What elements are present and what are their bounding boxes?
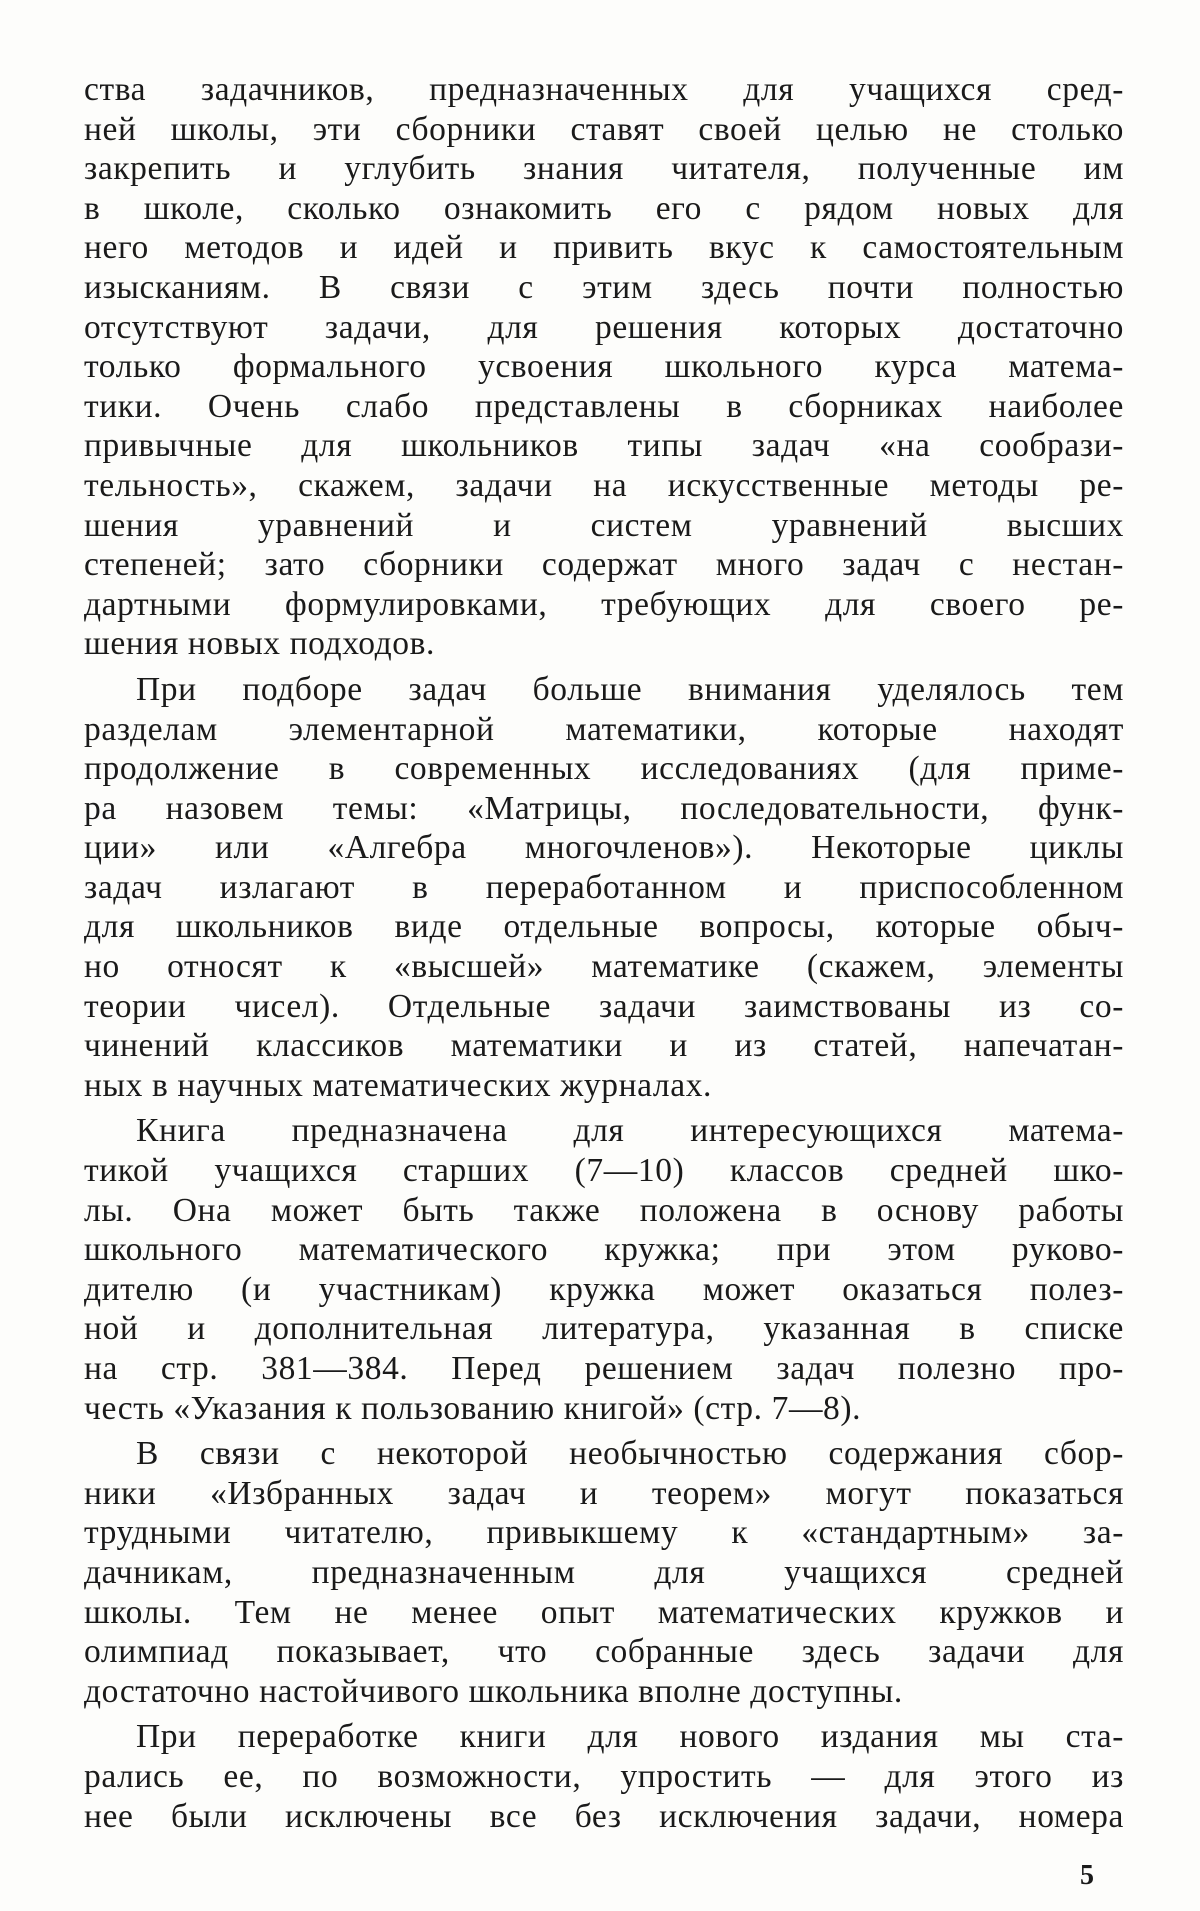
text-line: нее были исключены все без исключения задачи, номера [84,1797,1124,1835]
text-line: степеней; зато сборники содержат много задач с нестан- [84,546,1124,584]
text-line: школы. Тем не менее опыт математических кружков и [84,1593,1124,1631]
text-line: При подборе задач больше внимания уделялось тем [136,670,1124,708]
text-line: ники «Избранных задач и теорем» могут показаться [84,1474,1124,1512]
text-line: ных в научных математических журналах. [84,1066,713,1104]
text-line: теории чисел). Отдельные задачи заимствованы из со- [84,987,1124,1025]
text-line: тики. Очень слабо представлены в сборниках наиболее [84,387,1124,425]
text-line: ной и дополнительная литература, указанная в списке [84,1310,1124,1348]
text-line: только формального усвоения школьного курса матема- [84,348,1124,386]
text-line: В связи с некоторой необычностью содержания сбор- [136,1435,1124,1473]
text-line: него методов и идей и привить вкус к самостоятельным [84,229,1124,267]
text-line: лы. Она может быть также положена в основу работы [84,1191,1124,1229]
text-line: но относят к «высшей» математике (скажем, элементы [84,948,1124,986]
text-line: дачникам, предназначенным для учащихся средней [84,1553,1124,1591]
text-line: дартными формулировками, требующих для своего ре- [84,585,1124,623]
text-line: честь «Указания к пользованию книгой» (стр. 7—8). [84,1389,862,1427]
text-line: в школе, сколько ознакомить его с рядом новых для [84,189,1124,227]
text-line: ра назовем темы: «Матрицы, последовательности, функ- [84,789,1124,827]
body-text [84,70,1124,1836]
text-line: дителю (и участникам) кружка может оказаться полез- [84,1270,1124,1308]
text-line: ции» или «Алгебра многочленов»). Некоторые циклы [84,829,1124,867]
page-number: 5 [1080,1860,1094,1891]
text-line: школьного математического кружка; при этом руково- [84,1231,1124,1269]
text-line: задач излагают в переработанном и приспособленном [84,868,1124,906]
text-line: рались ее, по возможности, упростить — для этого из [84,1757,1124,1795]
text-line: достаточно настойчивого школьника вполне доступны. [84,1672,903,1710]
text-line: шения новых подходов. [84,625,436,663]
text-line: продолжение в современных исследованиях (для приме- [84,750,1124,788]
text-line: шения уравнений и систем уравнений высших [84,506,1124,544]
text-line: трудными читателю, привыкшему к «стандартным» за- [84,1514,1124,1552]
text-line: чинений классиков математики и из статей, напечатан- [84,1027,1124,1065]
text-line: для школьников виде отдельные вопросы, которые обыч- [84,908,1124,946]
text-line: разделам элементарной математики, которые находят [84,710,1124,748]
text-line: закрепить и углубить знания читателя, полученные им [84,150,1124,188]
text-line: ней школы, эти сборники ставят своей целью не столько [84,110,1124,148]
text-line: изысканиям. В связи с этим здесь почти полностью [84,268,1124,306]
text-line: тикой учащихся старших (7—10) классов средней шко- [84,1152,1124,1190]
text-line: ства задачников, предназначенных для учащихся сред- [84,71,1124,108]
text-line: привычные для школьников типы задач «на сообрази- [84,427,1124,465]
text-line: При переработке книги для нового издания мы ста- [136,1718,1124,1756]
text-line: тельность», скажем, задачи на искусственные методы ре- [84,466,1124,504]
text-line: Книга предназначена для интересующихся матема- [136,1112,1124,1150]
text-line: на стр. 381—384. Перед решением задач полезно про- [84,1350,1124,1387]
text-line: олимпиад показывает, что собранные здесь задачи для [84,1633,1124,1671]
text-line: отсутствуют задачи, для решения которых достаточно [84,308,1124,346]
